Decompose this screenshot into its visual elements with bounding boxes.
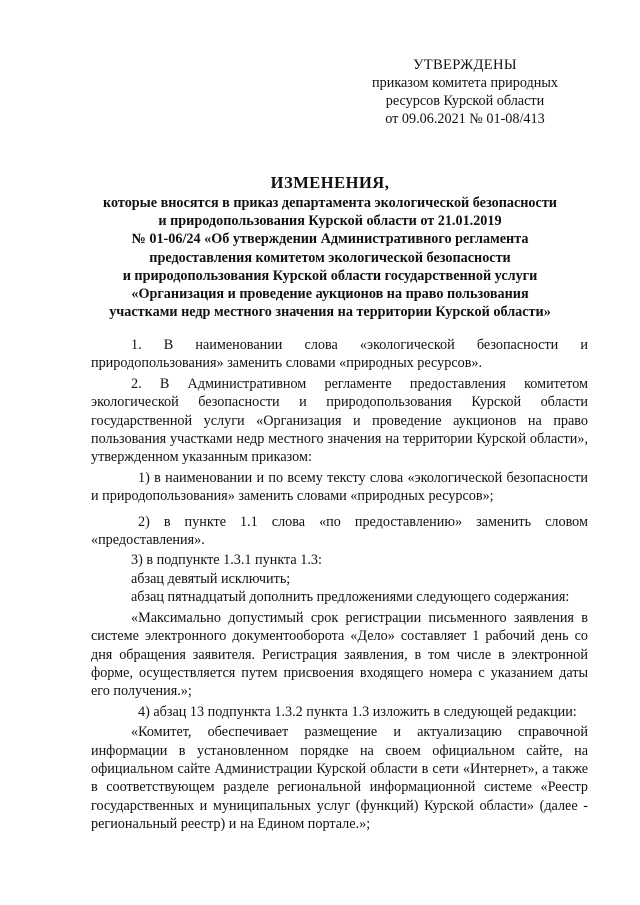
title-line: участками недр местного значения на территории Курской области» xyxy=(109,304,551,321)
title-heading: ИЗМЕНЕНИЯ, xyxy=(270,173,390,192)
paragraph-10: «Комитет, обеспечивает размещение и актуализацию справочной информации в установленном порядке на своем официальном сайте, на официальном сайте Администрации Курской области в сети «Интернет», а также в соответствующем разделе региональной информационной системе «Реестр государственных и муниципальных услуг (функций) Курской области» (далее - региональный реестр) и на Едином портале.»; xyxy=(91,724,588,833)
paragraph-1: 1. В наименовании слова «экологической безопасности и природопользования» заменить словами «природных ресурсов». xyxy=(91,337,588,372)
paragraph-9: 4) абзац 13 подпункта 1.3.2 пункта 1.3 изложить в следующей редакции: xyxy=(138,703,577,720)
paragraph-6: абзац девятый исключить; xyxy=(131,570,291,587)
approval-block xyxy=(330,56,600,128)
document-title xyxy=(60,172,600,321)
title-line: и природопользования Курской области государственной услуги xyxy=(122,267,538,284)
approval-heading: УТВЕРЖДЕНЫ xyxy=(413,57,517,73)
title-line: которые вносятся в приказ департамента экологической безопасности xyxy=(103,195,557,211)
title-line: предоставления комитетом экологической безопасности xyxy=(149,249,511,266)
paragraph-5: 3) в подпункте 1.3.1 пункта 1.3: xyxy=(131,552,322,569)
document-body xyxy=(91,336,588,834)
approval-line-2: ресурсов Курской области xyxy=(385,93,545,109)
paragraph-8: «Максимально допустимый срок регистрации письменного заявления в системе электронного документооборота «Дело» составляет 1 рабочий день со дня обращения заявителя. Регистрация заявления, в том числе в электронной форме, осуществляется путем присвоения входящего номера с указанием даты его получения.»; xyxy=(91,609,588,700)
title-line: «Организация и проведение аукционов на право пользования xyxy=(131,286,529,303)
paragraph-2: 2. В Административном регламенте предоставления комитетом экологической безопасности и природопользования Курской области государственной услуги «Организация и проведение аукционов на право пользования участками недр местного значения на территории Курской области», утвержденном указанным приказом: xyxy=(91,375,588,466)
approval-line-1: приказом комитета природных xyxy=(372,75,558,91)
title-line: и природопользования Курской области от 21.01.2019 xyxy=(158,213,502,230)
approval-line-3: от 09.06.2021 № 01-08/413 xyxy=(385,111,545,127)
paragraph-7: абзац пятнадцатый дополнить предложениями следующего содержания: xyxy=(131,589,570,606)
paragraph-3: 1) в наименовании и по всему тексту слова «экологической безопасности и природопользования» заменить словами «природных ресурсов»; xyxy=(91,469,588,505)
title-line: № 01-06/24 «Об утверждении Административного регламента xyxy=(131,231,529,248)
paragraph-4: 2) в пункте 1.1 слова «по предоставлению» заменить словом «предоставления». xyxy=(91,513,588,549)
